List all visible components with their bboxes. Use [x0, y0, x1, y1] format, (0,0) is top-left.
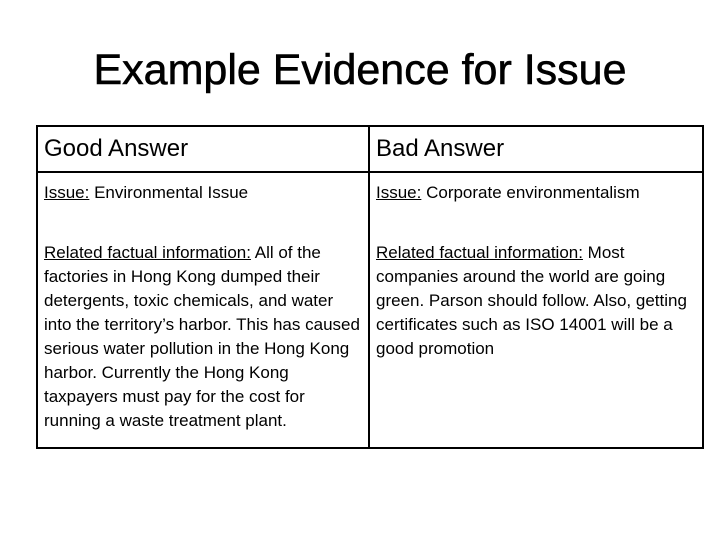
bad-issue-text: Corporate environmentalism — [421, 183, 640, 202]
table-header-row — [37, 126, 703, 172]
good-issue-label: Issue: — [44, 183, 90, 202]
bad-issue-paragraph — [376, 181, 698, 205]
good-related-paragraph — [44, 241, 364, 433]
paragraph-spacer — [376, 205, 698, 241]
good-answer-header: Good Answer — [37, 126, 369, 172]
bad-related-paragraph — [376, 241, 698, 361]
evidence-table — [36, 125, 704, 449]
slide-title: Example Evidence for Issue — [93, 46, 627, 94]
table-body-row — [37, 172, 703, 448]
bad-answer-header: Bad Answer — [369, 126, 703, 172]
paragraph-spacer — [44, 205, 364, 241]
good-answer-cell — [37, 172, 369, 448]
bad-issue-label: Issue: — [376, 183, 422, 202]
good-issue-paragraph — [44, 181, 364, 205]
good-related-text: All of the factories in Hong Kong dumped their detergents, toxic chemicals, and water into the territory’s harbor. This has caused serious water pollution in the Hong Kong harbor. Currently the Hong Kong taxpayers must pay for the cost for running a waste treatment plant. — [44, 243, 360, 430]
good-related-label: Related factual information: — [44, 243, 251, 262]
good-issue-text: Environmental Issue — [89, 183, 249, 202]
bad-answer-cell — [369, 172, 703, 448]
bad-related-label: Related factual information: — [376, 243, 583, 262]
bad-related-text: Most companies around the world are going green. Parson should follow. Also, getting certificates such as ISO 14001 will be a good promotion — [376, 243, 687, 358]
